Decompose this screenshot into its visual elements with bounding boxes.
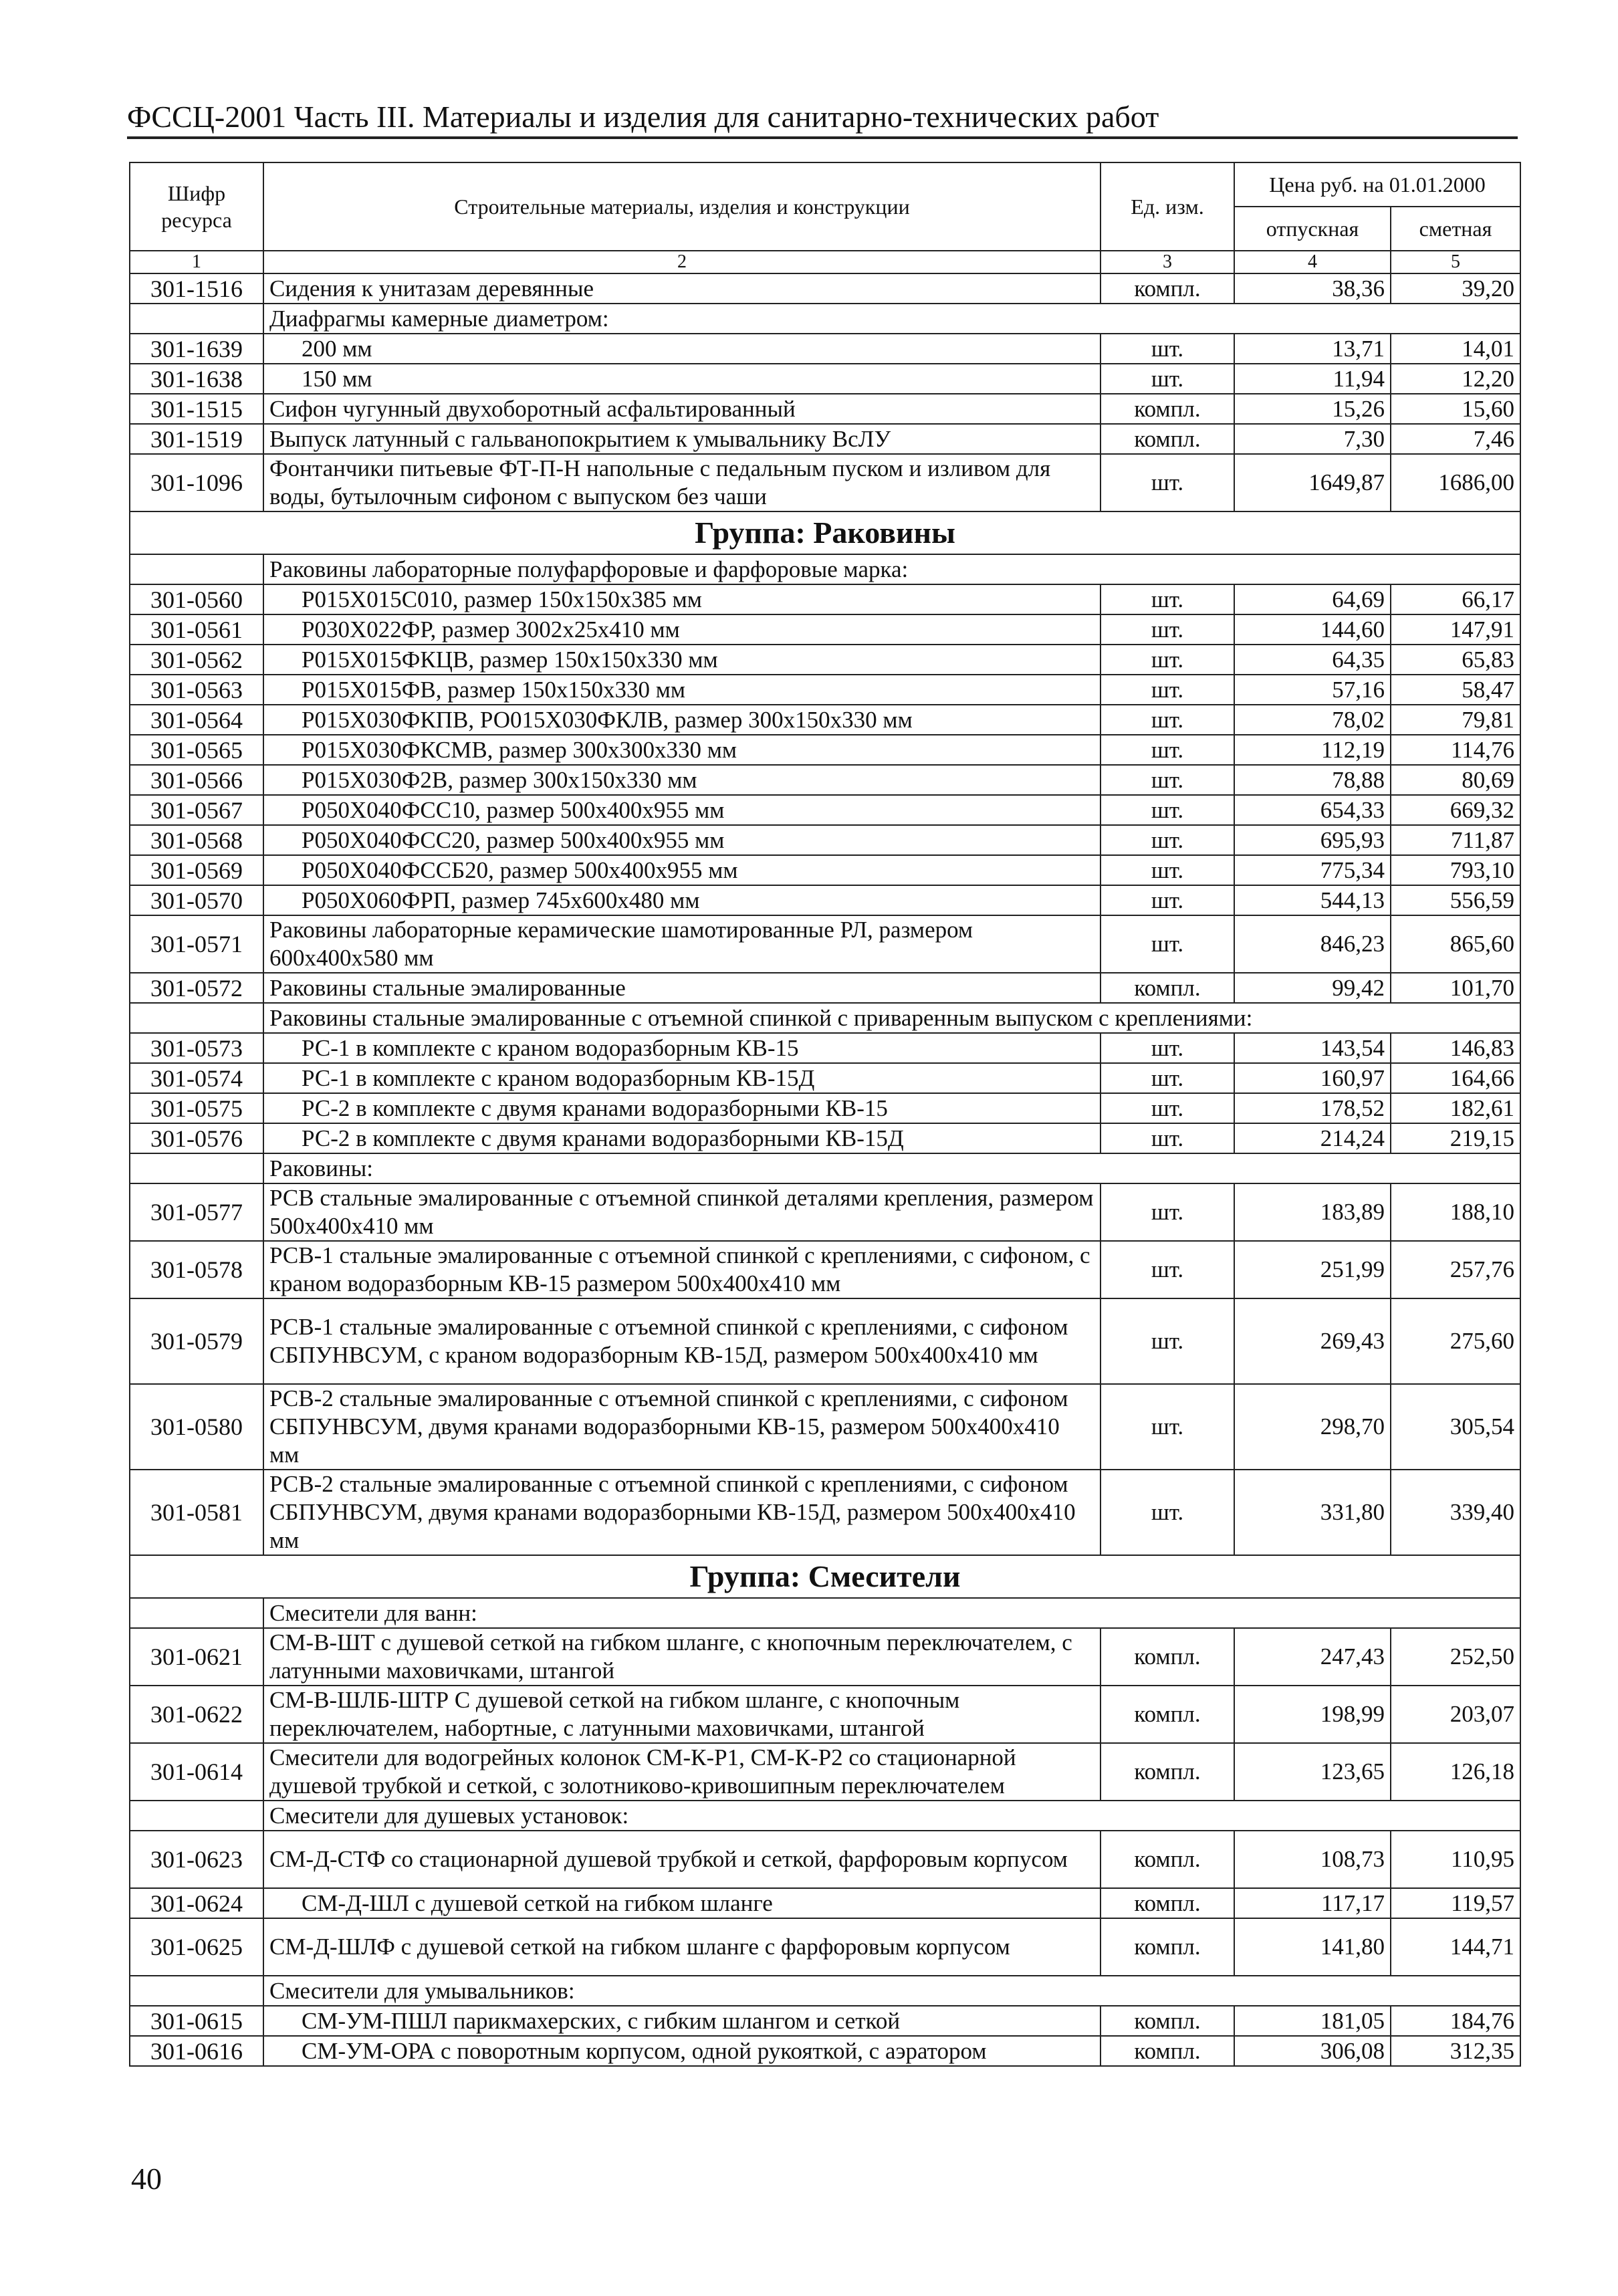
subheading-text: Диафрагмы камерные диаметром: bbox=[263, 304, 1520, 334]
price-table bbox=[129, 162, 1521, 2067]
unit-cell: компл. bbox=[1101, 2036, 1234, 2066]
resource-code: 301-0614 bbox=[130, 1743, 263, 1801]
estimate-price: 164,66 bbox=[1391, 1063, 1520, 1093]
table-header-row bbox=[130, 162, 1520, 207]
resource-code: 301-0579 bbox=[130, 1298, 263, 1384]
table-row bbox=[130, 2006, 1520, 2036]
resource-code: 301-0561 bbox=[130, 614, 263, 645]
release-price: 78,02 bbox=[1234, 705, 1391, 735]
release-price: 11,94 bbox=[1234, 364, 1391, 394]
estimate-price: 252,50 bbox=[1391, 1628, 1520, 1686]
col-header-name: Строительные материалы, изделия и конструкции bbox=[263, 162, 1101, 251]
resource-code: 301-1638 bbox=[130, 364, 263, 394]
material-name: Сифон чугунный двухоборотный асфальтированный bbox=[263, 394, 1101, 424]
table-row bbox=[130, 454, 1520, 511]
material-name: Р050Х060ФРП, размер 745х600х480 мм bbox=[263, 885, 1101, 915]
material-name: РС-2 в комплекте с двумя кранами водоразборными КВ-15Д bbox=[263, 1123, 1101, 1153]
unit-cell: компл. bbox=[1101, 1918, 1234, 1976]
unit-cell: шт. bbox=[1101, 795, 1234, 825]
estimate-price: 12,20 bbox=[1391, 364, 1520, 394]
table-row bbox=[130, 364, 1520, 394]
col-number-5: 5 bbox=[1391, 251, 1520, 273]
resource-code: 301-0563 bbox=[130, 675, 263, 705]
material-name: Фонтанчики питьевые ФТ-П-Н напольные с педальным пуском и изливом для воды, бутылочным сифоном с выпуском без чаши bbox=[263, 454, 1101, 511]
group-heading: Группа: Смесители bbox=[130, 1555, 1520, 1598]
resource-code: 301-0624 bbox=[130, 1888, 263, 1918]
material-name: Р015Х030Ф2В, размер 300х150х330 мм bbox=[263, 765, 1101, 795]
table-row bbox=[130, 1831, 1520, 1888]
group-heading-row bbox=[130, 1555, 1520, 1598]
resource-code: 301-0566 bbox=[130, 765, 263, 795]
unit-cell: шт. bbox=[1101, 1033, 1234, 1063]
subheading-row bbox=[130, 1801, 1520, 1831]
col-header-price: Цена руб. на 01.01.2000 bbox=[1234, 162, 1520, 207]
estimate-price: 14,01 bbox=[1391, 334, 1520, 364]
release-price: 695,93 bbox=[1234, 825, 1391, 855]
column-number-row bbox=[130, 251, 1520, 273]
unit-cell: шт. bbox=[1101, 1241, 1234, 1298]
material-name: РС-1 в комплекте с краном водоразборным КВ-15 bbox=[263, 1033, 1101, 1063]
unit-cell: компл. bbox=[1101, 2006, 1234, 2036]
table-row bbox=[130, 1033, 1520, 1063]
estimate-price: 58,47 bbox=[1391, 675, 1520, 705]
unit-cell: шт. bbox=[1101, 1063, 1234, 1093]
table-row bbox=[130, 735, 1520, 765]
release-price: 298,70 bbox=[1234, 1384, 1391, 1470]
material-name: РСВ-2 стальные эмалированные с отъемной спинкой с креплениями, с сифоном СБПУНВСУМ, двумя кранами водоразборными КВ-15, размером 500х400х410 мм bbox=[263, 1384, 1101, 1470]
table-row bbox=[130, 973, 1520, 1003]
table-row bbox=[130, 1123, 1520, 1153]
material-name: СМ-Д-ШЛФ с душевой сеткой на гибком шланге с фарфоровым корпусом bbox=[263, 1918, 1101, 1976]
resource-code: 301-0577 bbox=[130, 1183, 263, 1241]
table-row bbox=[130, 1918, 1520, 1976]
material-name: СМ-УМ-ПШЛ парикмахерских, с гибким шлангом и сеткой bbox=[263, 2006, 1101, 2036]
unit-cell: шт. bbox=[1101, 1470, 1234, 1555]
table-row bbox=[130, 1298, 1520, 1384]
release-price: 117,17 bbox=[1234, 1888, 1391, 1918]
material-name: 200 мм bbox=[263, 334, 1101, 364]
material-name: Р015Х030ФКПВ, РО015Х030ФКЛВ, размер 300х150х330 мм bbox=[263, 705, 1101, 735]
resource-code: 301-0615 bbox=[130, 2006, 263, 2036]
material-name: Р050Х040ФССБ20, размер 500х400х955 мм bbox=[263, 855, 1101, 885]
table-row bbox=[130, 795, 1520, 825]
estimate-price: 203,07 bbox=[1391, 1686, 1520, 1743]
release-price: 108,73 bbox=[1234, 1831, 1391, 1888]
unit-cell: шт. bbox=[1101, 584, 1234, 614]
unit-cell: компл. bbox=[1101, 1628, 1234, 1686]
table-row bbox=[130, 645, 1520, 675]
code-cell bbox=[130, 1598, 263, 1628]
unit-cell: шт. bbox=[1101, 1123, 1234, 1153]
unit-cell: шт. bbox=[1101, 645, 1234, 675]
code-cell bbox=[130, 304, 263, 334]
resource-code: 301-1639 bbox=[130, 334, 263, 364]
unit-cell: шт. bbox=[1101, 1384, 1234, 1470]
material-name: РС-1 в комплекте с краном водоразборным КВ-15Д bbox=[263, 1063, 1101, 1093]
estimate-price: 80,69 bbox=[1391, 765, 1520, 795]
table-row bbox=[130, 1470, 1520, 1555]
code-cell bbox=[130, 554, 263, 584]
estimate-price: 865,60 bbox=[1391, 915, 1520, 973]
table-row bbox=[130, 1063, 1520, 1093]
release-price: 38,36 bbox=[1234, 273, 1391, 304]
estimate-price: 556,59 bbox=[1391, 885, 1520, 915]
release-price: 112,19 bbox=[1234, 735, 1391, 765]
estimate-price: 793,10 bbox=[1391, 855, 1520, 885]
material-name: Сидения к унитазам деревянные bbox=[263, 273, 1101, 304]
table-row bbox=[130, 675, 1520, 705]
resource-code: 301-0623 bbox=[130, 1831, 263, 1888]
subheading-row bbox=[130, 1598, 1520, 1628]
release-price: 144,60 bbox=[1234, 614, 1391, 645]
table-row bbox=[130, 273, 1520, 304]
release-price: 269,43 bbox=[1234, 1298, 1391, 1384]
unit-cell: шт. bbox=[1101, 705, 1234, 735]
material-name: Раковины стальные эмалированные bbox=[263, 973, 1101, 1003]
estimate-price: 182,61 bbox=[1391, 1093, 1520, 1123]
release-price: 99,42 bbox=[1234, 973, 1391, 1003]
resource-code: 301-1096 bbox=[130, 454, 263, 511]
table-row bbox=[130, 1686, 1520, 1743]
resource-code: 301-0576 bbox=[130, 1123, 263, 1153]
subheading-row bbox=[130, 1003, 1520, 1033]
unit-cell: шт. bbox=[1101, 855, 1234, 885]
resource-code: 301-0562 bbox=[130, 645, 263, 675]
table-row bbox=[130, 394, 1520, 424]
release-price: 57,16 bbox=[1234, 675, 1391, 705]
material-name: Раковины лабораторные керамические шамотированные РЛ, размером 600х400х580 мм bbox=[263, 915, 1101, 973]
resource-code: 301-0625 bbox=[130, 1918, 263, 1976]
code-cell bbox=[130, 1153, 263, 1183]
release-price: 198,99 bbox=[1234, 1686, 1391, 1743]
estimate-price: 79,81 bbox=[1391, 705, 1520, 735]
table-row bbox=[130, 705, 1520, 735]
subheading-text: Смесители для умывальников: bbox=[263, 1976, 1520, 2006]
resource-code: 301-0565 bbox=[130, 735, 263, 765]
release-price: 181,05 bbox=[1234, 2006, 1391, 2036]
estimate-price: 146,83 bbox=[1391, 1033, 1520, 1063]
resource-code: 301-0616 bbox=[130, 2036, 263, 2066]
resource-code: 301-0578 bbox=[130, 1241, 263, 1298]
estimate-price: 257,76 bbox=[1391, 1241, 1520, 1298]
estimate-price: 669,32 bbox=[1391, 795, 1520, 825]
material-name: РСВ-2 стальные эмалированные с отъемной спинкой с креплениями, с сифоном СБПУНВСУМ, двумя кранами водоразборными КВ-15Д, размером 500х400х410 мм bbox=[263, 1470, 1101, 1555]
resource-code: 301-0567 bbox=[130, 795, 263, 825]
resource-code: 301-0581 bbox=[130, 1470, 263, 1555]
subheading-text: Раковины стальные эмалированные с отъемной спинкой с приваренным выпуском с креплениями: bbox=[263, 1003, 1520, 1033]
estimate-price: 184,76 bbox=[1391, 2006, 1520, 2036]
estimate-price: 312,35 bbox=[1391, 2036, 1520, 2066]
material-name: Выпуск латунный с гальванопокрытием к умывальнику ВсЛУ bbox=[263, 424, 1101, 454]
material-name: РСВ-1 стальные эмалированные с отъемной спинкой с креплениями, с сифоном СБПУНВСУМ, с краном водоразборным КВ-15Д, размером 500х400х410 мм bbox=[263, 1298, 1101, 1384]
unit-cell: шт. bbox=[1101, 334, 1234, 364]
estimate-price: 114,76 bbox=[1391, 735, 1520, 765]
estimate-price: 711,87 bbox=[1391, 825, 1520, 855]
estimate-price: 7,46 bbox=[1391, 424, 1520, 454]
material-name: РС-2 в комплекте с двумя кранами водоразборными КВ-15 bbox=[263, 1093, 1101, 1123]
estimate-price: 101,70 bbox=[1391, 973, 1520, 1003]
subheading-row bbox=[130, 554, 1520, 584]
unit-cell: компл. bbox=[1101, 1831, 1234, 1888]
release-price: 544,13 bbox=[1234, 885, 1391, 915]
material-name: Р015Х030ФКСМВ, размер 300х300х330 мм bbox=[263, 735, 1101, 765]
release-price: 15,26 bbox=[1234, 394, 1391, 424]
resource-code: 301-0622 bbox=[130, 1686, 263, 1743]
material-name: СМ-УМ-ОРА с поворотным корпусом, одной рукояткой, с аэратором bbox=[263, 2036, 1101, 2066]
resource-code: 301-1519 bbox=[130, 424, 263, 454]
resource-code: 301-0572 bbox=[130, 973, 263, 1003]
table-row bbox=[130, 855, 1520, 885]
col-number-4: 4 bbox=[1234, 251, 1391, 273]
material-name: СМ-Д-СТФ со стационарной душевой трубкой и сеткой, фарфоровым корпусом bbox=[263, 1831, 1101, 1888]
resource-code: 301-0621 bbox=[130, 1628, 263, 1686]
subheading-text: Смесители для душевых установок: bbox=[263, 1801, 1520, 1831]
material-name: РСВ стальные эмалированные с отъемной спинкой деталями крепления, размером 500х400х410 мм bbox=[263, 1183, 1101, 1241]
table-row bbox=[130, 915, 1520, 973]
estimate-price: 188,10 bbox=[1391, 1183, 1520, 1241]
table-row bbox=[130, 1743, 1520, 1801]
unit-cell: компл. bbox=[1101, 973, 1234, 1003]
group-heading-row bbox=[130, 511, 1520, 554]
subheading-text: Смесители для ванн: bbox=[263, 1598, 1520, 1628]
estimate-price: 339,40 bbox=[1391, 1470, 1520, 1555]
release-price: 64,35 bbox=[1234, 645, 1391, 675]
table-row bbox=[130, 1241, 1520, 1298]
material-name: СМ-В-ШТ с душевой сеткой на гибком шланге, с кнопочным переключателем, с латунными маховичками, штангой bbox=[263, 1628, 1101, 1686]
estimate-price: 39,20 bbox=[1391, 273, 1520, 304]
subheading-row bbox=[130, 1153, 1520, 1183]
material-name: 150 мм bbox=[263, 364, 1101, 394]
resource-code: 301-0560 bbox=[130, 584, 263, 614]
table-row bbox=[130, 2036, 1520, 2066]
col-header-release: отпускная bbox=[1234, 207, 1391, 251]
unit-cell: шт. bbox=[1101, 675, 1234, 705]
estimate-price: 66,17 bbox=[1391, 584, 1520, 614]
release-price: 160,97 bbox=[1234, 1063, 1391, 1093]
code-cell bbox=[130, 1003, 263, 1033]
release-price: 775,34 bbox=[1234, 855, 1391, 885]
material-name: СМ-Д-ШЛ с душевой сеткой на гибком шланге bbox=[263, 1888, 1101, 1918]
release-price: 251,99 bbox=[1234, 1241, 1391, 1298]
col-header-estimate: сметная bbox=[1391, 207, 1520, 251]
release-price: 654,33 bbox=[1234, 795, 1391, 825]
unit-cell: компл. bbox=[1101, 1686, 1234, 1743]
release-price: 123,65 bbox=[1234, 1743, 1391, 1801]
estimate-price: 305,54 bbox=[1391, 1384, 1520, 1470]
release-price: 7,30 bbox=[1234, 424, 1391, 454]
release-price: 78,88 bbox=[1234, 765, 1391, 795]
material-name: Р030Х022ФР, размер 3002х25х410 мм bbox=[263, 614, 1101, 645]
release-price: 178,52 bbox=[1234, 1093, 1391, 1123]
material-name: Р015Х015ФВ, размер 150х150х330 мм bbox=[263, 675, 1101, 705]
code-cell bbox=[130, 1801, 263, 1831]
release-price: 306,08 bbox=[1234, 2036, 1391, 2066]
unit-cell: шт. bbox=[1101, 614, 1234, 645]
estimate-price: 144,71 bbox=[1391, 1918, 1520, 1976]
release-price: 64,69 bbox=[1234, 584, 1391, 614]
table-row bbox=[130, 334, 1520, 364]
table-row bbox=[130, 1093, 1520, 1123]
estimate-price: 275,60 bbox=[1391, 1298, 1520, 1384]
col-number-3: 3 bbox=[1101, 251, 1234, 273]
unit-cell: шт. bbox=[1101, 765, 1234, 795]
release-price: 247,43 bbox=[1234, 1628, 1391, 1686]
material-name: СМ-В-ШЛБ-ШТР С душевой сеткой на гибком шланге, с кнопочным переключателем, набортные, с латунными маховичками, штангой bbox=[263, 1686, 1101, 1743]
estimate-price: 219,15 bbox=[1391, 1123, 1520, 1153]
unit-cell: компл. bbox=[1101, 273, 1234, 304]
release-price: 214,24 bbox=[1234, 1123, 1391, 1153]
col-number-1: 1 bbox=[130, 251, 263, 273]
release-price: 141,80 bbox=[1234, 1918, 1391, 1976]
resource-code: 301-0569 bbox=[130, 855, 263, 885]
unit-cell: шт. bbox=[1101, 735, 1234, 765]
unit-cell: шт. bbox=[1101, 454, 1234, 511]
resource-code: 301-0570 bbox=[130, 885, 263, 915]
table-row bbox=[130, 1384, 1520, 1470]
estimate-price: 119,57 bbox=[1391, 1888, 1520, 1918]
table-row bbox=[130, 1628, 1520, 1686]
unit-cell: шт. bbox=[1101, 885, 1234, 915]
estimate-price: 65,83 bbox=[1391, 645, 1520, 675]
release-price: 331,80 bbox=[1234, 1470, 1391, 1555]
subheading-text: Раковины лабораторные полуфарфоровые и фарфоровые марка: bbox=[263, 554, 1520, 584]
estimate-price: 126,18 bbox=[1391, 1743, 1520, 1801]
material-name: Р050Х040ФСС10, размер 500х400х955 мм bbox=[263, 795, 1101, 825]
unit-cell: шт. bbox=[1101, 1183, 1234, 1241]
unit-cell: шт. bbox=[1101, 1093, 1234, 1123]
group-heading: Группа: Раковины bbox=[130, 511, 1520, 554]
table-row bbox=[130, 825, 1520, 855]
col-header-code: Шифр ресурса bbox=[130, 162, 263, 251]
table-row bbox=[130, 614, 1520, 645]
subheading-text: Раковины: bbox=[263, 1153, 1520, 1183]
col-number-2: 2 bbox=[263, 251, 1101, 273]
resource-code: 301-0575 bbox=[130, 1093, 263, 1123]
resource-code: 301-0568 bbox=[130, 825, 263, 855]
release-price: 143,54 bbox=[1234, 1033, 1391, 1063]
estimate-price: 110,95 bbox=[1391, 1831, 1520, 1888]
resource-code: 301-1516 bbox=[130, 273, 263, 304]
unit-cell: шт. bbox=[1101, 1298, 1234, 1384]
resource-code: 301-1515 bbox=[130, 394, 263, 424]
unit-cell: шт. bbox=[1101, 364, 1234, 394]
unit-cell: компл. bbox=[1101, 1743, 1234, 1801]
estimate-price: 1686,00 bbox=[1391, 454, 1520, 511]
release-price: 13,71 bbox=[1234, 334, 1391, 364]
estimate-price: 15,60 bbox=[1391, 394, 1520, 424]
release-price: 846,23 bbox=[1234, 915, 1391, 973]
material-name: Р015Х015ФКЦВ, размер 150х150х330 мм bbox=[263, 645, 1101, 675]
table-row bbox=[130, 1183, 1520, 1241]
table-row bbox=[130, 765, 1520, 795]
unit-cell: компл. bbox=[1101, 424, 1234, 454]
resource-code: 301-0571 bbox=[130, 915, 263, 973]
resource-code: 301-0564 bbox=[130, 705, 263, 735]
subheading-row bbox=[130, 304, 1520, 334]
unit-cell: компл. bbox=[1101, 1888, 1234, 1918]
release-price: 1649,87 bbox=[1234, 454, 1391, 511]
material-name: Р015Х015С010, размер 150х150х385 мм bbox=[263, 584, 1101, 614]
page-number: 40 bbox=[131, 2162, 162, 2196]
table-row bbox=[130, 584, 1520, 614]
estimate-price: 147,91 bbox=[1391, 614, 1520, 645]
unit-cell: шт. bbox=[1101, 825, 1234, 855]
table-row bbox=[130, 885, 1520, 915]
resource-code: 301-0573 bbox=[130, 1033, 263, 1063]
unit-cell: компл. bbox=[1101, 394, 1234, 424]
material-name: РСВ-1 стальные эмалированные с отъемной спинкой с креплениями, с сифоном, с краном водоразборным КВ-15 размером 500х400х410 мм bbox=[263, 1241, 1101, 1298]
table-row bbox=[130, 1888, 1520, 1918]
material-name: Смесители для водогрейных колонок СМ-К-Р1, СМ-К-Р2 со стационарной душевой трубкой и сеткой, с золотниково-кривошипным переключателем bbox=[263, 1743, 1101, 1801]
page-header: ФССЦ-2001 Часть III. Материалы и изделия для санитарно-технических работ bbox=[127, 98, 1518, 139]
release-price: 183,89 bbox=[1234, 1183, 1391, 1241]
col-header-unit: Ед. изм. bbox=[1101, 162, 1234, 251]
table-row bbox=[130, 424, 1520, 454]
resource-code: 301-0580 bbox=[130, 1384, 263, 1470]
unit-cell: шт. bbox=[1101, 915, 1234, 973]
code-cell bbox=[130, 1976, 263, 2006]
subheading-row bbox=[130, 1976, 1520, 2006]
resource-code: 301-0574 bbox=[130, 1063, 263, 1093]
material-name: Р050Х040ФСС20, размер 500х400х955 мм bbox=[263, 825, 1101, 855]
